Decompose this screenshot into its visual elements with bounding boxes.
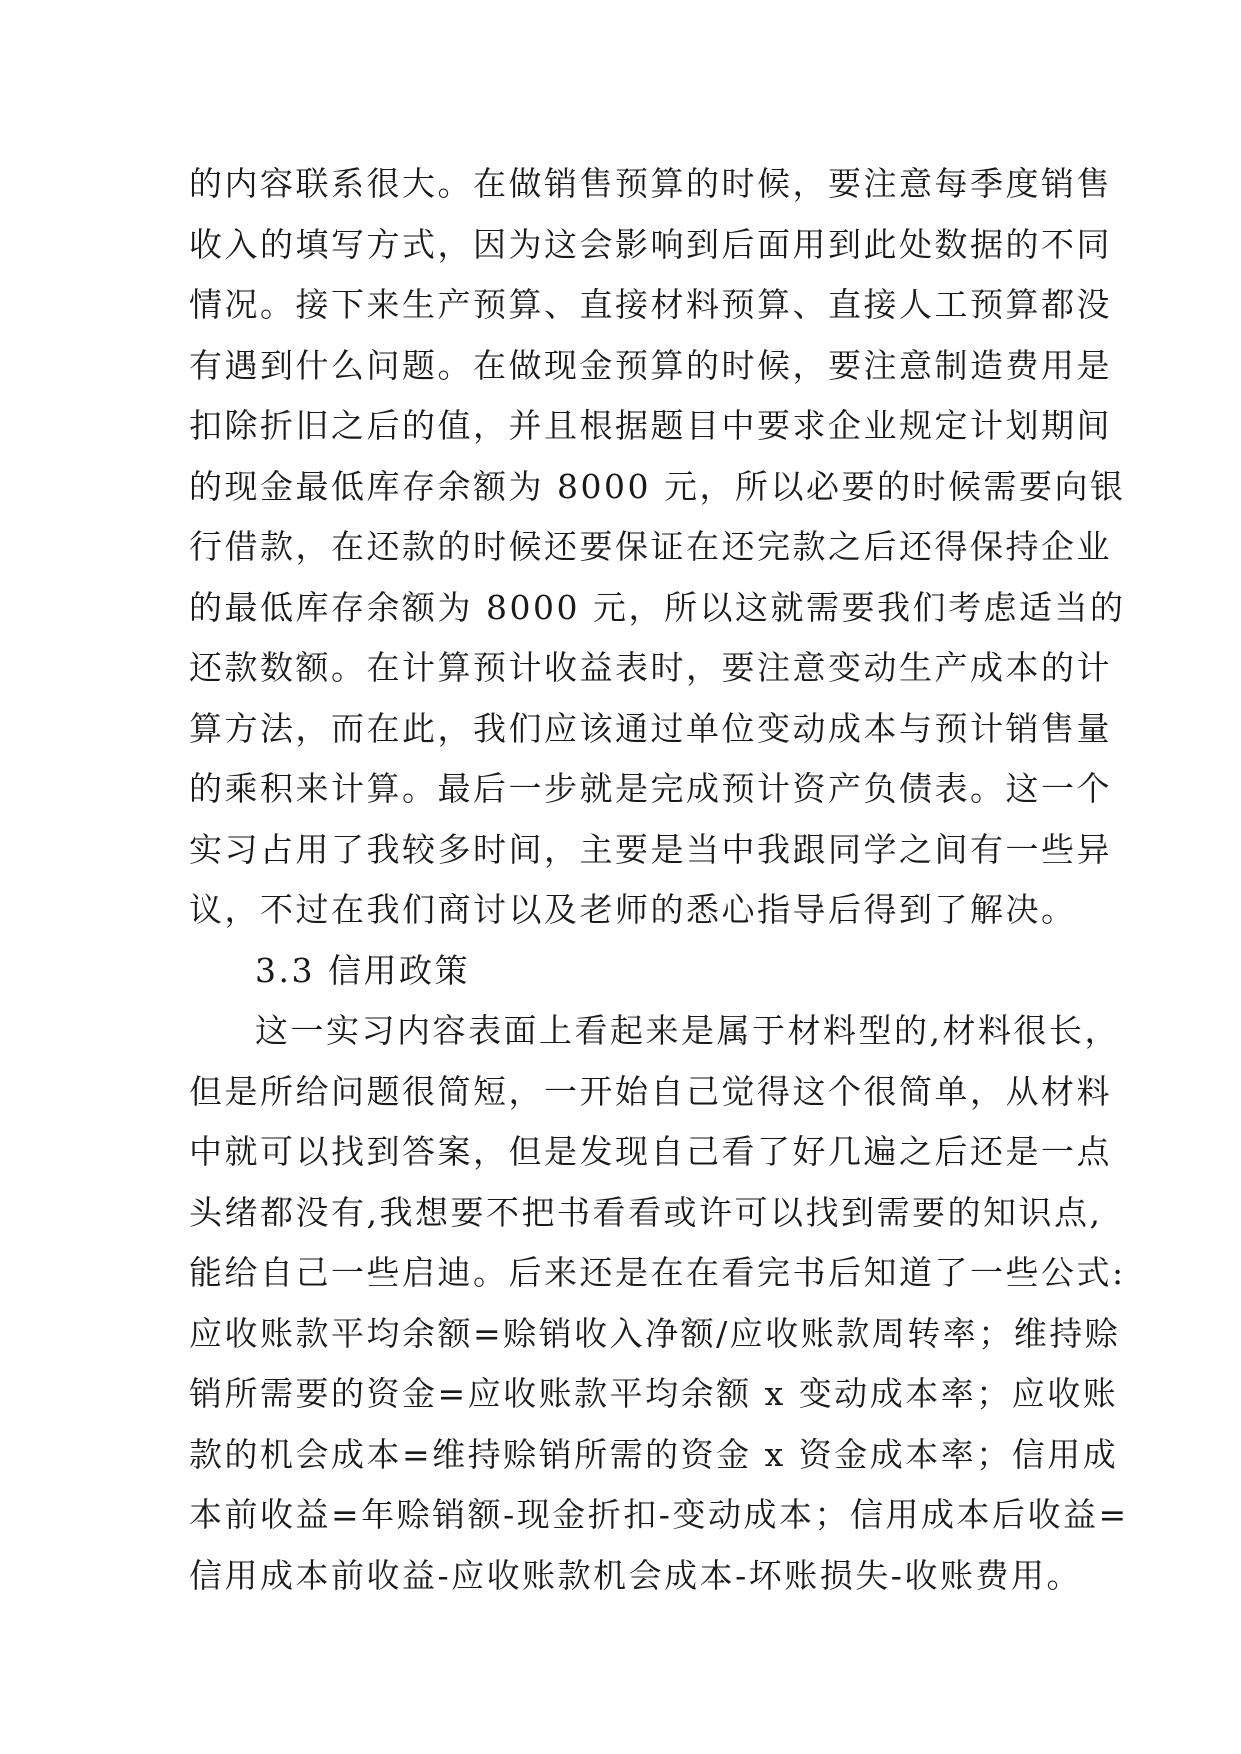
text-line: 还款数额。在计算预计收益表时，要注意变动生产成本的计 [189, 648, 1112, 687]
text-line: 情况。接下来生产预算、直接材料预算、直接人工预算都没 [189, 285, 1112, 324]
text-line: 的内容联系很大。在做销售预算的时候，要注意每季度销售 [189, 164, 1112, 203]
text-line: 算方法，而在此，我们应该通过单位变动成本与预计销售量 [189, 708, 1112, 748]
paragraph-credit-policy [189, 1001, 1129, 1606]
text-line: 议，不过在我们商讨以及老师的悉心指导后得到了解决。 [189, 890, 1077, 929]
text-line: 实习占用了我较多时间，主要是当中我跟同学之间有一些异 [189, 829, 1112, 869]
text-line: 收入的填写方式，因为这会影响到后面用到此处数据的不同 [189, 224, 1112, 264]
text-line: 的现金最低库存余额为 8000 元，所以必要的时候需要向银 [189, 466, 1126, 506]
section-heading: 3.3 信用政策 [255, 950, 470, 990]
text-line: 有遇到什么问题。在做现金预算的时候，要注意制造费用是 [189, 345, 1112, 385]
text-line: 行借款，在还款的时候还要保证在还完款之后还得保持企业 [189, 527, 1112, 566]
text-line: 应收账款平均余额=赊销收入净额/应收账款周转率；维持赊 [189, 1313, 1121, 1353]
text-line: 扣除折旧之后的值，并且根据题目中要求企业规定计划期间 [189, 406, 1112, 445]
text-line: 的最低库存余额为 8000 元，所以这就需要我们考虑适当的 [189, 587, 1126, 627]
text-line: 头绪都没有,我想要不把书看看或许可以找到需要的知识点, [189, 1192, 1103, 1232]
text-line: 款的机会成本=维持赊销所需的资金 x 资金成本率；信用成 [189, 1434, 1119, 1474]
text-line: 信用成本前收益-应收账款机会成本-坏账损失-收账费用。 [189, 1555, 1082, 1595]
text-line: 但是所给问题很简短，一开始自己觉得这个很简单，从材料 [189, 1071, 1112, 1111]
paragraph-budget-notes [189, 154, 1126, 941]
text-line: 销所需要的资金=应收账款平均余额 x 变动成本率；应收账 [189, 1374, 1119, 1413]
text-line: 能给自己一些启迪。后来还是在在看完书后知道了一些公式: [189, 1253, 1126, 1292]
text-line: 这一实习内容表面上看起来是属于材料型的,材料很长， [255, 1011, 1120, 1050]
text-line: 的乘积来计算。最后一步就是完成预计资产负债表。这一个 [189, 769, 1112, 808]
document-body [189, 154, 1129, 1606]
text-line: 中就可以找到答案，但是发现自己看了好几遍之后还是一点 [189, 1132, 1112, 1171]
text-line: 本前收益=年赊销额-现金折扣-变动成本；信用成本后收益= [189, 1495, 1129, 1534]
